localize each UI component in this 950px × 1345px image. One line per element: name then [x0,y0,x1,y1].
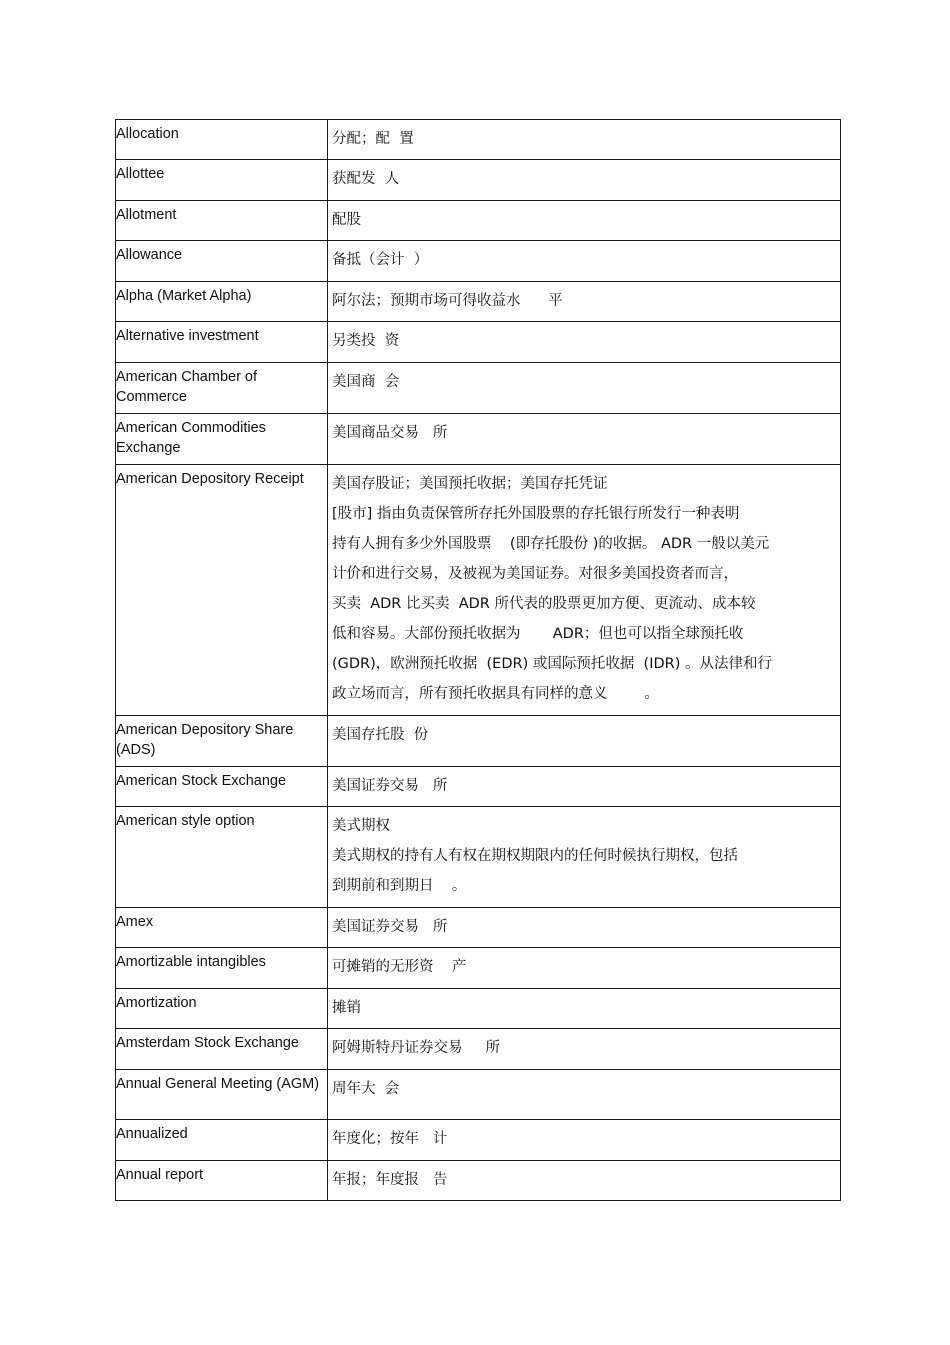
term-english: American Commodities Exchange [116,420,266,456]
translation-text [328,1120,840,1155]
term-cell [116,160,328,201]
translation-text [328,322,840,357]
translation-line: 备抵（会计 ） [332,252,429,268]
term-cell [116,120,328,160]
translation-text [328,120,840,155]
term-english: American Depository Receipt [116,471,304,487]
term-english: American Depository Share (ADS) [116,722,294,758]
table-row [116,767,841,807]
translation-cell [328,1161,841,1201]
translation-line: [股市] 指由负责保管所存托外国股票的存托银行所发行一种表明 [332,506,740,522]
table-row [116,363,841,414]
translation-line: 另类投 资 [332,333,400,349]
translation-line: 低和容易。大部份预托收据为 ADR；但也可以指全球预托收 [332,626,744,642]
term-cell [116,1029,328,1070]
translation-cell [328,201,841,241]
translation-line: 政立场而言，所有预托收据具有同样的意义 。 [332,686,659,702]
translation-line: 可摊销的无形资 产 [332,959,467,975]
translation-cell [328,1070,841,1120]
term-cell [116,201,328,241]
term-english: American Chamber of Commerce [116,369,258,405]
translation-text [328,282,840,317]
translation-cell [328,948,841,989]
translation-text [328,948,840,983]
translation-cell [328,1029,841,1070]
translation-line: 配股 [332,212,361,228]
term-english: Allotment [116,207,177,223]
term-english: Amortizable intangibles [116,954,266,970]
translation-line: 持有人拥有多少外国股票 (即存托股份 )的收据。 ADR 一般以美元 [332,536,770,552]
term-english: American style option [116,813,255,829]
translation-cell [328,767,841,807]
term-cell [116,1161,328,1201]
term-english: Allottee [116,166,165,182]
translation-cell [328,363,841,414]
glossary-body [116,120,841,1201]
translation-line: (GDR)，欧洲预托收据 (EDR) 或国际预托收据 (IDR) 。从法律和行 [332,656,772,672]
translation-cell [328,160,841,201]
translation-cell [328,807,841,908]
translation-line: 美国证券交易 所 [332,919,448,935]
term-english: Amex [116,914,154,930]
term-cell [116,989,328,1029]
term-cell [116,465,328,716]
translation-line: 到期前和到期日 。 [332,878,467,894]
translation-text [328,1070,840,1105]
translation-text [328,201,840,236]
term-cell [116,414,328,465]
table-row [116,241,841,282]
table-row [116,1120,841,1161]
table-row [116,120,841,160]
translation-text [328,363,840,398]
translation-line: 计价和进行交易，及被视为美国证券。对很多美国投资者而言， [332,566,738,582]
translation-cell [328,989,841,1029]
translation-text [328,414,840,449]
table-row [116,201,841,241]
translation-line: 美国商品交易 所 [332,425,448,441]
translation-line: 美国商 会 [332,374,400,390]
table-row [116,1029,841,1070]
term-cell [116,807,328,908]
translation-cell [328,120,841,160]
translation-cell [328,465,841,716]
term-cell [116,241,328,282]
translation-line: 周年大 会 [332,1081,400,1097]
term-english: Allowance [116,247,183,263]
term-cell [116,363,328,414]
term-cell [116,767,328,807]
translation-text [328,160,840,195]
translation-text [328,716,840,751]
translation-line: 获配发 人 [332,171,400,187]
translation-line: 买卖 ADR 比买卖 ADR 所代表的股票更加方便、更流动、成本较 [332,596,756,612]
term-english: Annualized [116,1126,188,1142]
translation-cell [328,282,841,322]
translation-text [328,908,840,943]
translation-line: 年报；年度报 告 [332,1172,448,1188]
translation-line: 美国证券交易 所 [332,778,448,794]
translation-cell [328,322,841,363]
translation-line: 分配；配 置 [332,131,414,147]
table-row [116,1161,841,1201]
table-row [116,989,841,1029]
term-english: Alpha (Market Alpha) [116,288,252,304]
translation-text [328,767,840,802]
translation-text [328,465,840,710]
translation-line: 摊销 [332,1000,361,1016]
translation-line: 美式期权 [332,818,390,834]
translation-text [328,1161,840,1196]
translation-line: 阿姆斯特丹证券交易 所 [332,1040,501,1056]
term-cell [116,282,328,322]
table-row [116,908,841,948]
table-row [116,948,841,989]
translation-cell [328,414,841,465]
glossary-table [115,119,841,1201]
term-cell [116,1120,328,1161]
table-row [116,322,841,363]
translation-text [328,1029,840,1064]
term-english: Amortization [116,995,197,1011]
translation-cell [328,908,841,948]
table-row [116,282,841,322]
translation-cell [328,241,841,282]
table-row [116,414,841,465]
table-row [116,160,841,201]
term-english: Annual report [116,1167,204,1183]
table-row [116,716,841,767]
term-english: American Stock Exchange [116,773,287,789]
term-cell [116,948,328,989]
table-row [116,1070,841,1120]
table-row [116,465,841,716]
term-cell [116,1070,328,1120]
term-cell [116,908,328,948]
term-cell [116,716,328,767]
translation-line: 美式期权的持有人有权在期权期限内的任何时候执行期权，包括 [332,848,738,864]
translation-text [328,989,840,1024]
translation-cell [328,1120,841,1161]
term-english: Allocation [116,126,179,142]
translation-text [328,241,840,276]
term-cell [116,322,328,363]
translation-line: 美国存股证；美国预托收据；美国存托凭证 [332,476,608,492]
translation-cell [328,716,841,767]
table-row [116,807,841,908]
term-english: Annual General Meeting (AGM) [116,1076,320,1092]
translation-text [328,807,840,902]
term-english: Amsterdam Stock Exchange [116,1035,299,1051]
translation-line: 阿尔法；预期市场可得收益水 平 [332,293,563,309]
translation-line: 年度化；按年 计 [332,1131,448,1147]
term-english: Alternative investment [116,328,259,344]
translation-line: 美国存托股 份 [332,727,429,743]
